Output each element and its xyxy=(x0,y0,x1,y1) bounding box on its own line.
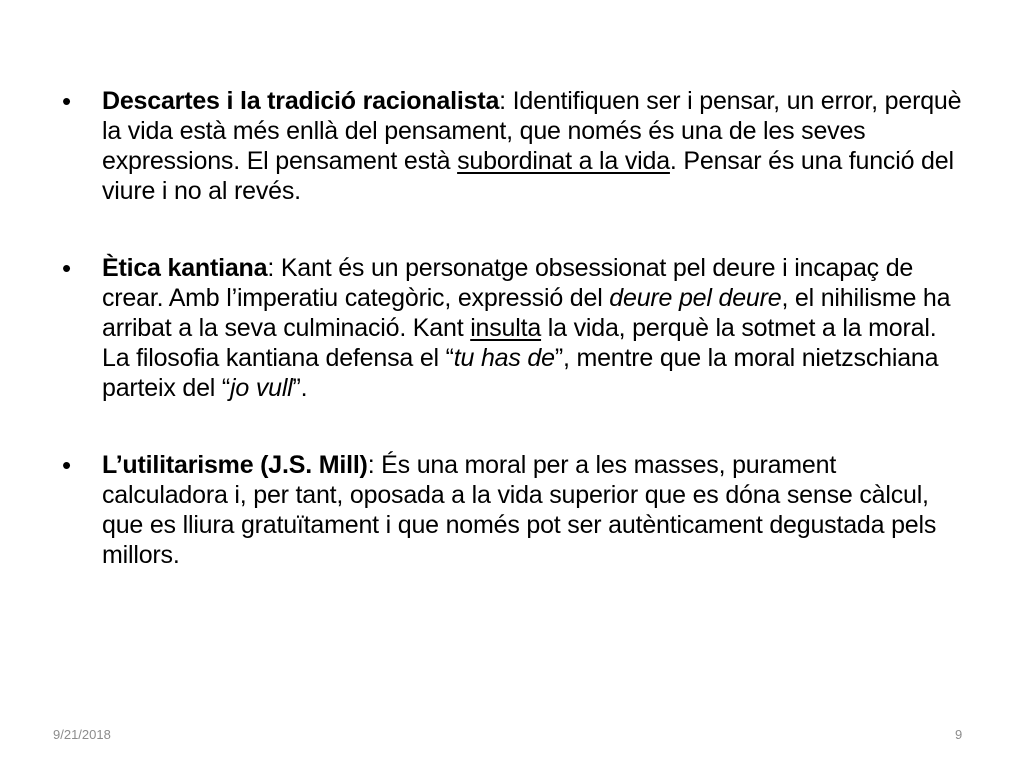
underlined-phrase: insulta xyxy=(470,314,542,342)
bullet-list xyxy=(62,86,962,617)
italic-phrase: tu has de xyxy=(453,344,555,372)
bullet-body: : És una moral per a les masses, purament calculadora i, per tant, oposada a la vida superior que es dóna sense càlcul, que es lliura gratuïtament i que només pot ser autènticament degustada pels millors. xyxy=(102,451,937,569)
bullet-body: la vida, perquè la sotmet a la moral. La filosofia kantiana defensa el “ xyxy=(102,314,937,372)
page-number: 9 xyxy=(955,727,963,742)
bullet-dot-icon: • xyxy=(62,86,71,116)
bullet-text xyxy=(102,451,936,569)
bullet-body: , el nihilisme ha arribat a la seva culminació. Kant xyxy=(102,284,951,342)
underlined-phrase: subordinat a la vida xyxy=(457,147,670,175)
bullet-text xyxy=(102,87,961,205)
bullet-heading: Descartes i la tradició racionalista xyxy=(102,87,500,115)
bullet-item xyxy=(62,86,962,206)
italic-phrase: deure pel deure xyxy=(609,284,782,312)
bullet-text xyxy=(102,254,950,402)
bullet-heading: L’utilitarisme (J.S. Mill) xyxy=(102,451,368,479)
bullet-body: : Identifiquen ser i pensar, un error, perquè la vida està més enllà del pensament, que només és una de les seves expressions. El pensament està xyxy=(102,87,962,175)
bullet-item xyxy=(62,450,962,570)
bullet-item xyxy=(62,253,962,403)
bullet-dot-icon: • xyxy=(62,253,71,283)
bullet-dot-icon: • xyxy=(62,450,71,480)
italic-phrase: jo vull xyxy=(230,374,293,402)
bullet-body: ”. xyxy=(292,374,308,402)
bullet-heading: Ètica kantiana xyxy=(102,254,268,282)
footer-date: 9/21/2018 xyxy=(53,727,111,742)
bullet-body: : Kant és un personatge obsessionat pel deure i incapaç de crear. Amb l’imperatiu categòric, expressió del xyxy=(102,254,914,312)
bullet-body: . Pensar és una funció del viure i no al revés. xyxy=(102,147,954,205)
bullet-body: ”, mentre que la moral nietzschiana parteix del “ xyxy=(102,344,939,402)
